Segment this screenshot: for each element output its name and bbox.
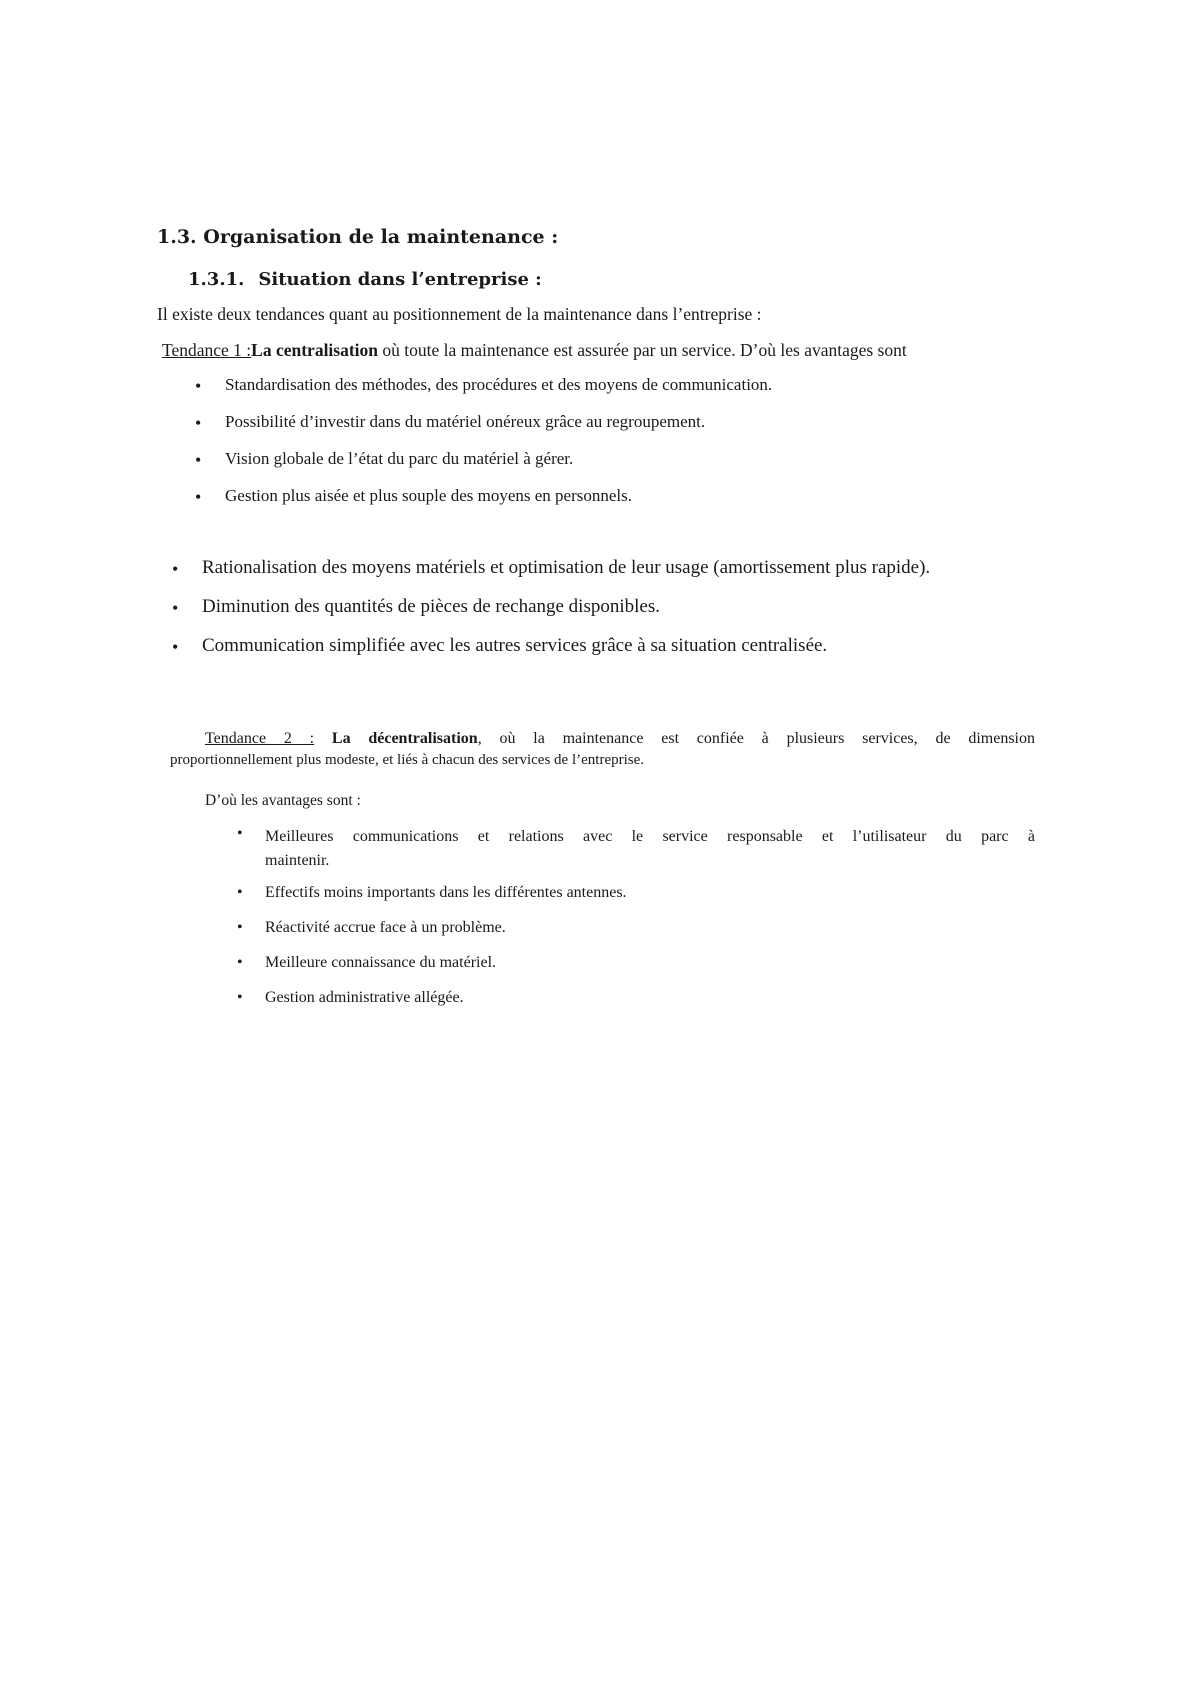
list-item: • Réactivité accrue face à un problème. <box>237 919 506 936</box>
list-item: • Standardisation des méthodes, des procédures et des moyens de communication. <box>195 375 773 396</box>
tendance1-paragraph <box>162 340 907 361</box>
list-item: • Communication simplifiée avec les autres services grâce à sa situation centralisée. <box>172 635 828 657</box>
bullet-icon: • <box>237 825 243 842</box>
bullet-icon: • <box>172 637 179 657</box>
list-item: • Diminution des quantités de pièces de rechange disponibles. <box>172 596 660 618</box>
section-heading: 1.3. Organisation de la maintenance : <box>157 226 559 248</box>
tendance2-line1 <box>205 730 1035 748</box>
bullet-icon: • <box>172 559 179 579</box>
tendance2-paragraph <box>170 730 1036 768</box>
bullet-icon: • <box>195 450 202 470</box>
bullet-icon: • <box>237 919 243 936</box>
list-item: • Possibilité d’investir dans du matériel onéreux grâce au regroupement. <box>195 412 706 433</box>
list-item: • Effectifs moins importants dans les différentes antennes. <box>237 884 627 901</box>
bullet-icon: • <box>172 598 179 618</box>
list-item: • Meilleures communications et relations avec le service responsable et l’utilisateur du parc à maintenir. <box>237 825 1035 869</box>
subsection-number: 1.3.1. <box>188 269 245 290</box>
list-item: • Gestion plus aisée et plus souple des moyens en personnels. <box>195 486 632 507</box>
bullet-icon: • <box>195 487 202 507</box>
bullet-icon: • <box>237 989 243 1006</box>
list-item: • Rationalisation des moyens matériels et optimisation de leur usage (amortissement plus rapide). <box>172 557 931 579</box>
tendance1-term: La centralisation <box>251 340 379 360</box>
tendance1-text: où toute la maintenance est assurée par un service. D’où les avantages sont <box>378 340 907 360</box>
list-item: • Meilleure connaissance du matériel. <box>237 954 497 971</box>
tendance2-line2: proportionnellement plus modeste, et liés à chacun des services de l’entreprise. <box>170 752 645 768</box>
tendance2-text: , où la maintenance est confiée à plusieurs services, de dimension <box>477 730 1036 747</box>
tendance1-label: Tendance 1 : <box>162 340 252 360</box>
list-item: • Vision globale de l’état du parc du matériel à gérer. <box>195 449 574 470</box>
bullet-icon: • <box>237 954 243 971</box>
list-item: • Gestion administrative allégée. <box>237 989 464 1006</box>
bullet-icon: • <box>237 884 243 901</box>
tendance2-term: La décentralisation <box>331 730 478 747</box>
tendance2-advantages-intro: D’où les avantages sont : <box>205 792 361 809</box>
tendance2-label: Tendance 2 : <box>205 730 315 747</box>
subsection-title: Situation dans l’entreprise : <box>258 269 542 290</box>
bullet-icon: • <box>195 413 202 433</box>
bullet-icon: • <box>195 376 202 396</box>
subsection-heading <box>188 269 542 290</box>
intro-paragraph: Il existe deux tendances quant au positionnement de la maintenance dans l’entreprise : <box>157 304 762 324</box>
